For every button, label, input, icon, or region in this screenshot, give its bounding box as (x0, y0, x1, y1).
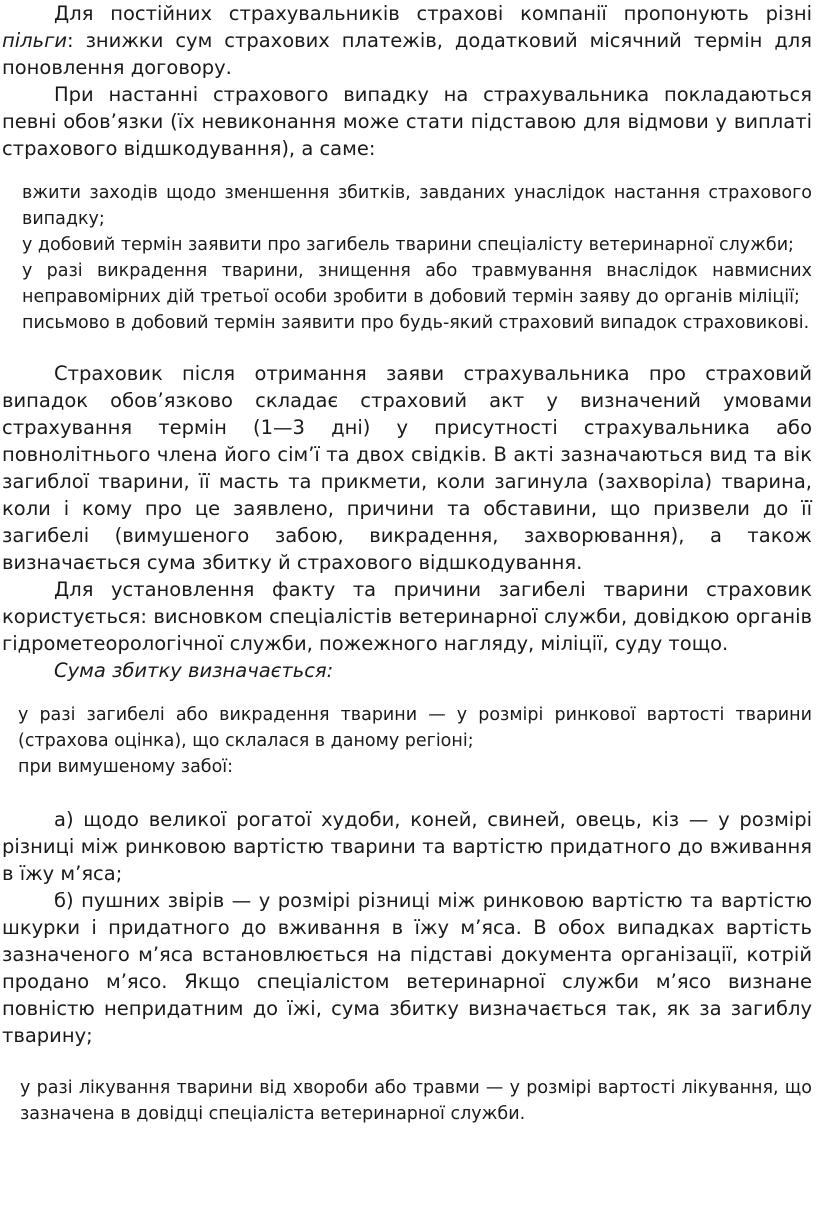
spacer (2, 684, 812, 702)
paragraph-insurance-act: Страховик після отримання заяви страхувальника про страховий випадок обов’язково складає страховий акт у визначений умовами страхування термін (1—3 дні) у присутності страхувальника або повнолітнього члена його сім’ї та двох свідків. В акті зазначаються вид та вік загиблої тварини, її масть та прикмети, коли загинула (захворіла) тварина, коли і кому про це заявлено, причини та обставини, що призвели до її загибелі (вимушеного забою, викрадення, захворювання), а також визначається сума збитку й страхового відшкодування. (2, 362, 812, 574)
paragraph-sub-a: а) щодо великої рогатої худоби, коней, свиней, овець, кіз — у розмірі різниці між ринковою вартістю тварини та вартістю придатного до вживання в їжу м’яса; (2, 808, 812, 885)
paragraph-benefits-text: Для постійних страхувальників страхові компанії пропонують різні (54, 2, 812, 25)
spacer (2, 1049, 812, 1075)
paragraph-benefits (2, 0, 812, 81)
paragraph-benefits-text-end: : знижки сум страхових платежів, додатковий місячний термін для поновлення договору. (2, 29, 812, 79)
spacer (2, 780, 812, 806)
list-item: у разі викрадення тварини, знищення або травмування внаслідок навмисних неправомірних дій третьої особи зробити в добовий термін заяву до органів міліції; (22, 261, 812, 307)
paragraph-sub-b: б) пушних звірів — у розмірі різниці між ринковою вартістю та вартістю шкурки і придатного до вживання в їжу м’яса. В обох випадках вартість зазначеного м’яса встановлюється на підставі документа організації, котрій продано м’ясо. Якщо спеціалістом ветеринарної служби м’ясо визнане повністю непридатним до їжі, сума збитку визначається так, як за загиблу тварину; (2, 889, 812, 1047)
spacer (2, 162, 812, 180)
loss-list (2, 702, 812, 780)
emphasis-benefits: пільги (2, 29, 68, 52)
loss-heading-text: Сума збитку визначається: (54, 659, 334, 682)
list-item: при вимушеному забої: (18, 757, 234, 777)
list-item: у разі загибелі або викрадення тварини — у розмірі ринкової вартості тварини (страхова оцінка), що склалася в даному регіоні; (18, 705, 812, 751)
duties-list (2, 180, 812, 336)
treatment-list (2, 1075, 812, 1127)
list-item: у добовий термін заявити про загибель тварини спеціалісту ветеринарної служби; (22, 235, 794, 255)
list-item: у разі лікування тварини від хвороби або травми — у розмірі вартості лікування, що зазначена в довідці спеціаліста ветеринарної служби. (20, 1078, 812, 1124)
list-item: вжити заходів щодо зменшення збитків, завданих унаслідок настання страхового випадку; (22, 183, 812, 229)
paragraph-obligations: При настанні страхового випадку на страхувальника покладаються певні обов’язки (їх невиконання може стати підставою для відмови у виплаті страхового відшкодування), а саме: (2, 83, 812, 160)
list-item: письмово в добовий термін заявити про будь-який страховий випадок страховикові. (22, 313, 810, 333)
paragraph-establish-facts: Для установлення факту та причини загибелі тварини страховик користується: висновком спеціалістів ветеринарної служби, довідкою органів гідрометеорологічної служби, пожежного нагляду, міліції, суду тощо. (2, 578, 812, 655)
spacer (2, 336, 812, 360)
loss-heading (2, 657, 812, 684)
